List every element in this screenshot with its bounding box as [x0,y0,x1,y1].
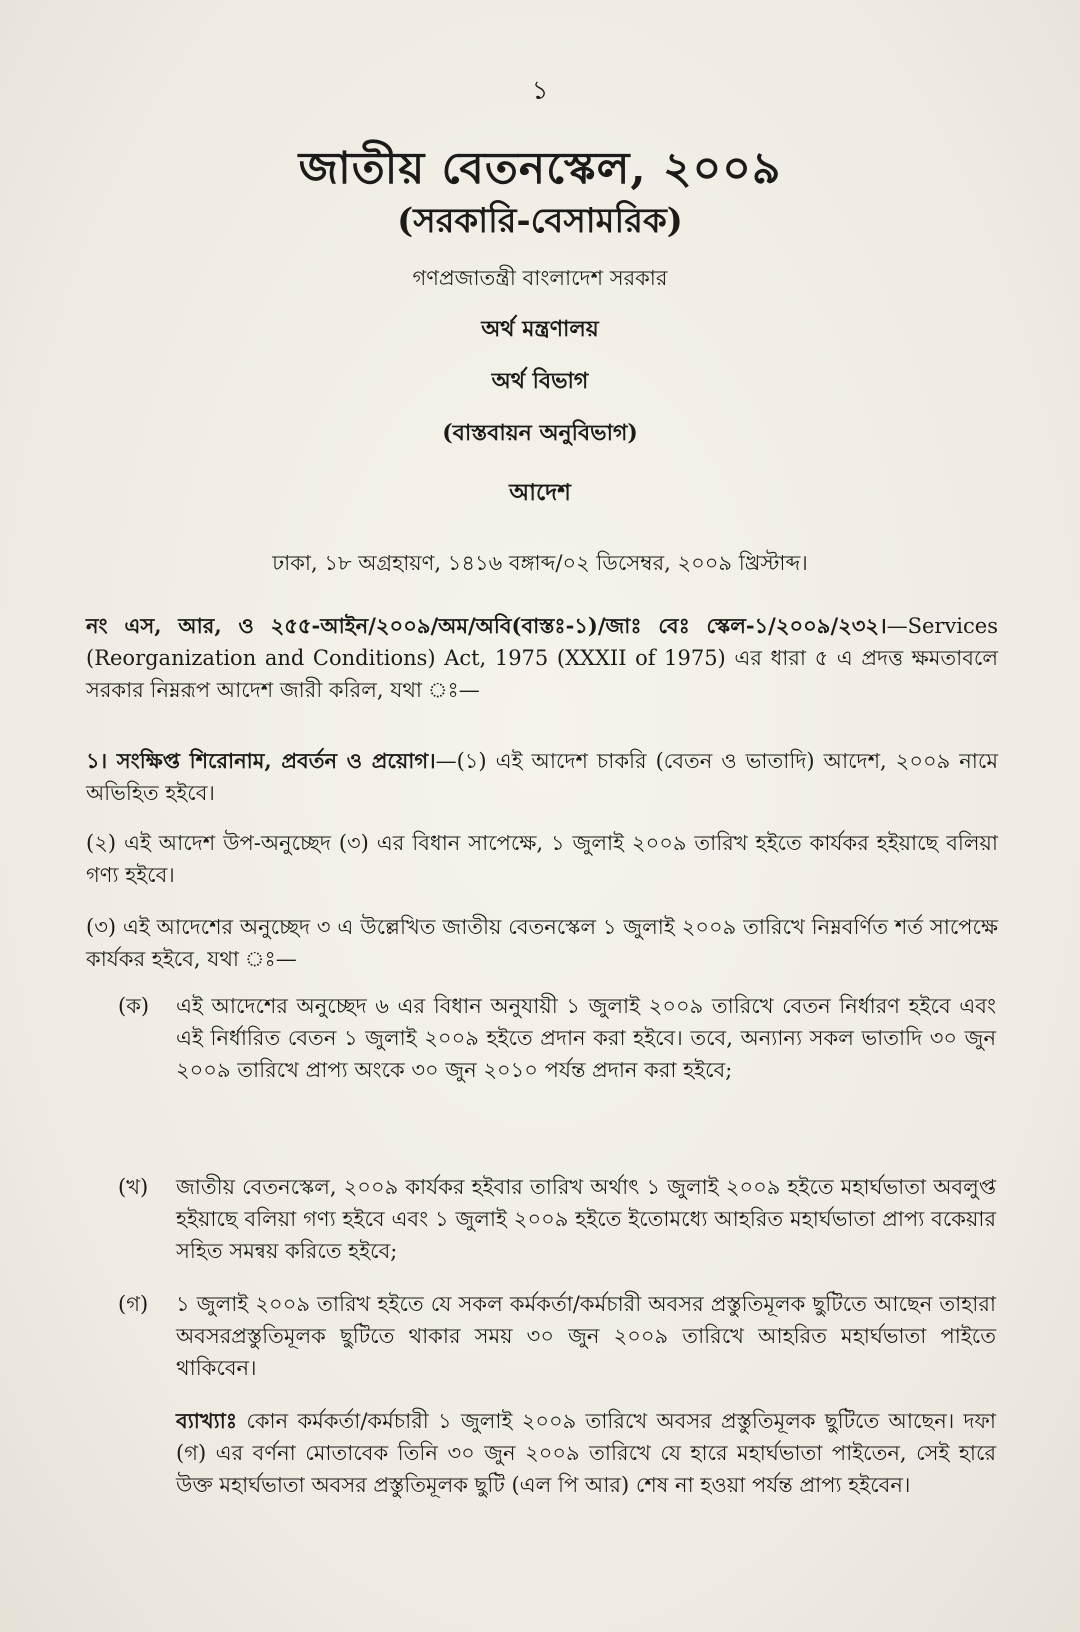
government-name: গণপ্রজাতন্ত্রী বাংলাদেশ সরকার [412,266,668,290]
item-ga [118,1288,996,1384]
document-subtitle: (সরকারি-বেসামরিক) [397,201,683,241]
explanation [176,1405,996,1501]
item-text: ১ জুলাই ২০০৯ তারিখ হইতে যে সকল কর্মকর্তা/কর্মচারী অবসর প্রস্তুতিমূলক ছুটিতে আছেন তাহারা অবসরপ্রস্তুতিমূলক ছুটিতে থাকার সময় ৩০ জুন ২০০৯ তারিখে আহরিত মহার্ঘভাতা পাইতে থাকিবেন। [176,1292,996,1380]
ministry-name: অর্থ মন্ত্রণালয় [481,316,599,342]
clause-3: (৩) এই আদেশের অনুচ্ছেদ ৩ এ উল্লেখিত জাতীয় বেতনস্কেল ১ জুলাই ২০০৯ তারিখে নিম্নবর্ণিত শর্ত সাপেক্ষে কার্যকর হইবে, যথা ঃ— [86,915,998,971]
page-number: ১ [531,76,549,106]
clause-1 [86,745,998,809]
order-heading: আদেশ [509,479,571,506]
item-label: (ক) [118,994,150,1018]
item-label: (খ) [118,1175,149,1199]
dateline: ঢাকা, ১৮ অগ্রহায়ণ, ১৪১৬ বঙ্গাব্দ/০২ ডিসেম্বর, ২০০৯ খ্রিস্টাব্দ। [272,551,808,575]
section-name: (বাস্তবায়ন অনুবিভাগ) [442,420,638,446]
preamble [86,610,998,706]
item-ka [118,990,996,1086]
item-text: এই আদেশের অনুচ্ছেদ ৬ এর বিধান অনুযায়ী ১ জুলাই ২০০৯ তারিখে বেতন নির্ধারণ হইবে এবং এই নির্ধারিত বেতন ১ জুলাই ২০০৯ হইতে প্রদান করা হইবে। তবে, অন্যান্য সকল ভাতাদি ৩০ জুন ২০০৯ তারিখে প্রাপ্য অংকে ৩০ জুন ২০১০ পর্যন্ত প্রদান করা হইবে; [176,994,996,1082]
document-title: জাতীয় বেতনস্কেল, ২০০৯ [298,143,782,194]
division-name: অর্থ বিভাগ [491,368,589,394]
item-label: (গ) [118,1292,149,1316]
explanation-text: কোন কর্মকর্তা/কর্মচারী ১ জুলাই ২০০৯ তারিখে অবসর প্রস্তুতিমূলক ছুটিতে আছেন। দফা (গ) এর বর্ণনা মোতাবেক তিনি ৩০ জুন ২০০৯ তারিখে যে হারে মহার্ঘভাতা পাইতেন, সেই হারে উক্ত মহার্ঘভাতা অবসর প্রস্তুতিমূলক ছুটি (এল পি আর) শেষ না হওয়া পর্যন্ত প্রাপ্য হইবেন। [176,1409,996,1497]
item-text: জাতীয় বেতনস্কেল, ২০০৯ কার্যকর হইবার তারিখ অর্থাৎ ১ জুলাই ২০০৯ হইতে মহার্ঘভাতা অবলুপ্ত হইয়াছে বলিয়া গণ্য হইবে এবং ১ জুলাই ২০০৯ হইতে ইতোমধ্যে আহরিত মহার্ঘভাতা প্রাপ্য বকেয়ার সহিত সমন্বয় করিতে হইবে; [176,1175,996,1263]
explanation-label: ব্যাখ্যাঃ [176,1408,238,1433]
item-kha [118,1171,996,1267]
clause-1-text: —(১) এই আদেশ চাকরি (বেতন ও ভাতাদি) আদেশ, ২০০৯ নামে অভিহিত হইবে। [86,749,998,805]
preamble-ref: নং এস, আর, ও ২৫৫-আইন/২০০৯/অম/অবি(বাস্তঃ-১)/জাঃ বেঃ স্কেল-১/২০০৯/২৩২। [86,613,887,638]
clause-2: (২) এই আদেশ উপ-অনুচ্ছেদ (৩) এর বিধান সাপেক্ষে, ১ জুলাই ২০০৯ তারিখ হইতে কার্যকর হইয়াছে বলিয়া গণ্য হইবে। [86,831,998,887]
preamble-text: —Services (Reorganization and Conditions) Act, 1975 (XXXII of 1975) এর ধারা ৫ এ প্রদত্ত ক্ষমতাবলে সরকার নিম্নরূপ আদেশ জারী করিল, যথা ঃ— [86,614,998,702]
clause-1-heading: ১। সংক্ষিপ্ত শিরোনাম, প্রবর্তন ও প্রয়োগ। [86,748,436,773]
